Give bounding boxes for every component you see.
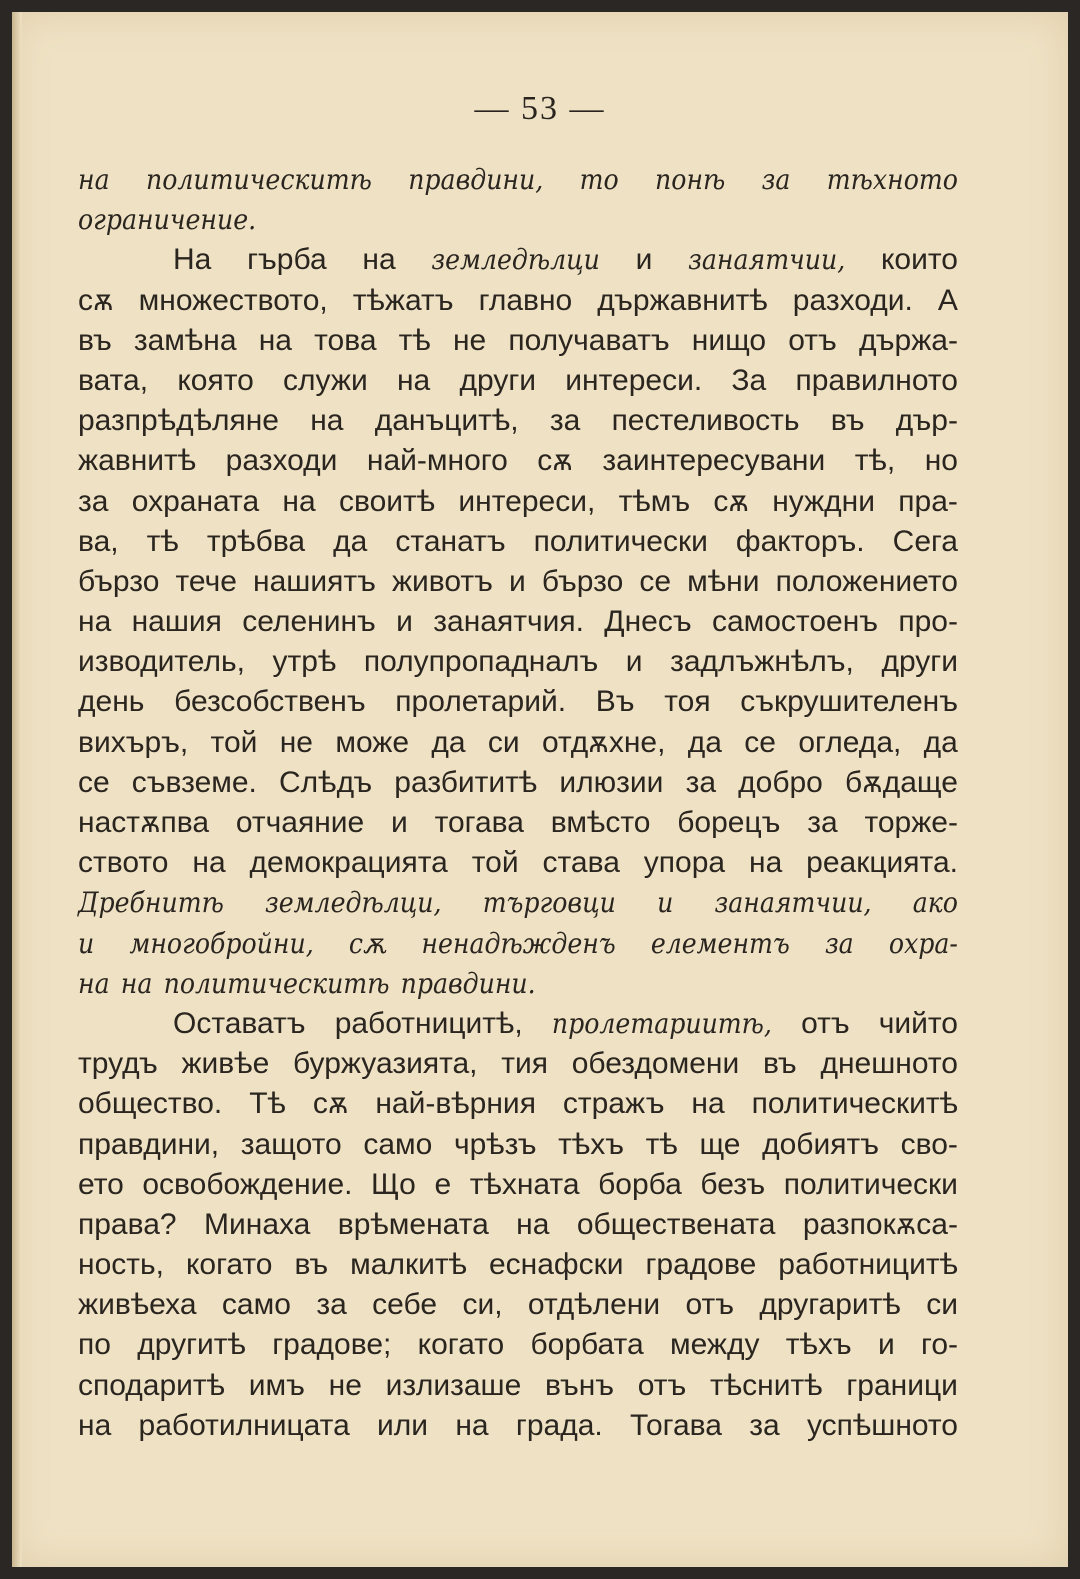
word: настѫпва: [78, 806, 210, 839]
word: не: [328, 1368, 362, 1402]
word: тогава: [434, 806, 524, 839]
word: съкрушителенъ: [740, 685, 958, 719]
word: излизаше: [385, 1368, 522, 1402]
word: демокрацията: [249, 846, 448, 880]
word: тѣхната: [469, 1167, 580, 1201]
text-line: [78, 482, 958, 522]
word: правдини,: [408, 163, 544, 196]
word: Тогава: [630, 1408, 722, 1442]
word: успѣшното: [806, 1408, 958, 1442]
word: имъ: [248, 1368, 305, 1402]
word: съвземе.: [131, 765, 257, 799]
word: на: [691, 1087, 725, 1121]
word: въ: [294, 1248, 329, 1282]
word: обществената: [576, 1207, 776, 1241]
text-line: [78, 1285, 958, 1325]
word: въ: [78, 323, 112, 357]
word: вихъръ,: [78, 725, 189, 759]
text-line: [78, 723, 958, 763]
word: политическитѣ: [751, 1087, 958, 1121]
word: занаятчия.: [433, 605, 584, 639]
word: Тѣ: [249, 1087, 286, 1121]
word: най-вѣрния: [375, 1087, 536, 1121]
word: трудъ: [78, 1047, 158, 1081]
word: реакцията.: [806, 846, 958, 880]
word: дър-: [895, 404, 958, 438]
word: земледѣлци: [431, 243, 600, 277]
word: живѣе: [181, 1047, 270, 1081]
word: тѣ,: [854, 444, 896, 478]
word: факторъ.: [735, 524, 865, 558]
word: селенинъ: [242, 605, 376, 639]
word: между: [669, 1328, 760, 1362]
word: вмѣсто: [550, 806, 651, 839]
word: безсобственъ: [174, 685, 366, 719]
word: въ: [762, 1047, 797, 1081]
text-line: [78, 1004, 958, 1044]
word: на: [258, 323, 292, 357]
word: сѫ: [78, 283, 114, 317]
word: Оставатъ: [173, 1006, 306, 1040]
word: тече: [175, 564, 237, 598]
text-line: [78, 240, 958, 280]
word: ето: [78, 1167, 124, 1201]
word: ва,: [78, 524, 119, 558]
word: за: [807, 806, 838, 839]
word: политическитѣ: [163, 966, 390, 1000]
word: политическитѣ: [145, 163, 372, 196]
word: илюзии: [559, 765, 664, 799]
page-number: — 53 —: [474, 90, 606, 127]
word: занаятчии,: [714, 886, 872, 920]
word: чрѣзъ: [453, 1127, 537, 1161]
text-line: [78, 522, 958, 562]
word: отъ: [685, 1288, 735, 1322]
word: се: [744, 725, 776, 759]
word: изводитель,: [78, 645, 245, 679]
word: на: [455, 1408, 489, 1442]
word: днешното: [820, 1047, 958, 1081]
text-line: [78, 964, 958, 1004]
word: ако: [912, 886, 958, 920]
text-line: [78, 281, 958, 321]
word: е: [434, 1167, 452, 1201]
word: разпрѣдѣляне: [78, 404, 279, 438]
word: и: [877, 1328, 895, 1362]
word: своитѣ: [338, 484, 436, 518]
word: сѫ: [348, 926, 387, 960]
word: да: [923, 725, 958, 759]
word: на: [516, 1207, 550, 1241]
word: буржуазията,: [293, 1047, 478, 1081]
text-line: [78, 1325, 958, 1365]
word: на: [120, 966, 153, 1000]
word: си: [487, 725, 520, 759]
word: най-много: [366, 444, 508, 478]
text-line: [78, 321, 958, 361]
word: На: [173, 243, 212, 277]
word: отдѣлени: [527, 1288, 661, 1322]
word: утрѣ: [272, 645, 337, 679]
text-line: [78, 682, 958, 722]
word: Сега: [892, 524, 958, 558]
word: си,: [462, 1288, 503, 1322]
word: отчаяние: [235, 806, 365, 839]
word: главно: [478, 283, 573, 317]
word: града.: [515, 1408, 603, 1442]
word: борбата: [530, 1328, 644, 1362]
word: градове;: [272, 1328, 392, 1362]
word: работницитѣ,: [334, 1006, 523, 1040]
word: охра-: [888, 926, 958, 960]
word: сѫ: [312, 1087, 349, 1121]
word: за: [549, 404, 581, 438]
word: да: [431, 725, 466, 759]
body-text: [78, 160, 958, 1446]
word: А: [937, 283, 958, 317]
word: станатъ: [395, 524, 506, 558]
word: да: [687, 725, 722, 759]
word: множеството,: [138, 283, 328, 317]
word: ще: [699, 1127, 741, 1161]
word: чийто: [878, 1006, 958, 1040]
word: стражъ: [562, 1087, 665, 1121]
word: разбититѣ: [394, 765, 538, 799]
word: освобождение.: [142, 1167, 353, 1201]
word: про-: [898, 605, 958, 639]
word: на: [749, 846, 783, 880]
word: работницитѣ: [778, 1248, 958, 1282]
word: интереси.: [565, 363, 703, 397]
word: добиятъ: [762, 1127, 879, 1161]
word: тѣ: [146, 524, 179, 558]
word: защото: [240, 1127, 342, 1161]
word: занаятчии,: [688, 243, 846, 277]
word: гърба: [247, 243, 327, 277]
text-line: [78, 1245, 958, 1285]
word: правилното: [795, 363, 958, 397]
text-line: [78, 1044, 958, 1084]
word: да: [333, 524, 368, 558]
word: сѫ: [713, 484, 749, 518]
word: и: [657, 886, 674, 920]
word: добро: [738, 765, 823, 799]
word: това: [314, 323, 377, 357]
word: на: [282, 484, 316, 518]
word: които: [880, 243, 958, 277]
text-line: [78, 1406, 958, 1446]
word: упора: [643, 846, 726, 880]
word: положението: [775, 564, 958, 598]
word: за: [78, 484, 109, 518]
word: държа-: [858, 323, 958, 357]
word: Днесъ: [604, 605, 692, 639]
text-line: [78, 1165, 958, 1205]
word: задлъжнѣлъ,: [670, 645, 854, 679]
word: може: [335, 725, 410, 759]
word: пролетариитѣ,: [551, 1006, 772, 1040]
word: отъ: [801, 1006, 850, 1040]
word: живѣеха: [78, 1288, 197, 1322]
word: борба: [598, 1167, 682, 1201]
word: за: [685, 765, 717, 799]
word: нищо: [691, 323, 767, 357]
word: тѣ: [645, 1127, 678, 1161]
word: отдѫхне,: [542, 725, 666, 759]
text-line: [78, 642, 958, 682]
word: еснафски: [488, 1248, 624, 1282]
word: се: [78, 765, 110, 799]
word: ненадѣжденъ: [421, 926, 616, 960]
word: бѫдаще: [844, 765, 958, 799]
text-line: [78, 1125, 958, 1165]
word: разходи.: [792, 283, 913, 317]
word: пролетарий.: [395, 685, 567, 719]
word: пра-: [898, 484, 958, 518]
word: сво-: [900, 1127, 958, 1161]
word: мѣни: [687, 564, 760, 598]
word: тѣхъ: [558, 1127, 625, 1161]
word: животъ: [391, 564, 493, 598]
word: не: [279, 725, 313, 759]
word: политически: [783, 1167, 958, 1201]
text-line: [78, 763, 958, 803]
word: тѣхното: [826, 163, 958, 196]
word: се: [639, 564, 672, 598]
word: то: [579, 163, 619, 196]
word: вата,: [78, 363, 149, 397]
word: тоя: [664, 685, 711, 719]
book-page: [12, 12, 1068, 1567]
text-line: [78, 401, 958, 441]
word: и: [78, 926, 95, 960]
word: и: [635, 243, 653, 277]
word: отъ: [788, 323, 837, 357]
text-line: [78, 1084, 958, 1124]
word: данъцитѣ,: [374, 404, 519, 438]
word: служи: [283, 363, 368, 397]
text-line: [78, 1205, 958, 1245]
word: общество.: [78, 1087, 223, 1121]
word: и: [391, 806, 408, 839]
word: само: [363, 1127, 433, 1161]
word: Слѣдъ: [279, 765, 373, 799]
text-line: [78, 843, 958, 883]
word: и: [625, 645, 643, 679]
word: обездомени: [571, 1047, 740, 1081]
word: за: [824, 926, 854, 960]
word: ограничение.: [78, 203, 257, 237]
page-binding-edge: [12, 12, 22, 1567]
word: безъ: [700, 1167, 766, 1201]
word: когато: [417, 1328, 505, 1362]
word: само: [221, 1288, 291, 1322]
word: себе: [372, 1288, 438, 1322]
text-line: [78, 160, 958, 200]
word: на: [78, 605, 112, 639]
word: граници: [846, 1368, 958, 1402]
word: която: [177, 363, 254, 397]
text-line: [78, 200, 958, 240]
word: по: [78, 1328, 111, 1362]
word: сѫ: [537, 444, 573, 478]
word: интереси,: [458, 484, 596, 518]
word: день: [78, 685, 145, 719]
word: права?: [78, 1207, 177, 1241]
word: трѣбва: [206, 524, 306, 558]
text-line: [78, 602, 958, 642]
word: когато: [185, 1248, 273, 1282]
word: и: [509, 564, 526, 598]
word: торже-: [864, 806, 958, 839]
word: той: [210, 725, 258, 759]
word: на: [362, 243, 396, 277]
word: охраната: [131, 484, 260, 518]
word: държавнитѣ: [597, 283, 768, 317]
word: за: [749, 1408, 780, 1442]
word: самостоенъ: [711, 605, 879, 639]
word: замѣна: [133, 323, 237, 357]
word: тѣснитѣ: [710, 1368, 823, 1402]
word: заинтересувани: [602, 444, 826, 478]
word: и: [396, 605, 413, 639]
word: отъ: [637, 1368, 687, 1402]
word: на: [78, 1408, 112, 1442]
word: полупропадналъ: [363, 645, 599, 679]
word: сподаритѣ: [78, 1368, 226, 1402]
text-line: [78, 924, 958, 964]
word: правдини,: [78, 1127, 220, 1161]
word: търговци: [482, 886, 616, 920]
word: си: [926, 1288, 958, 1322]
word: работилницата: [138, 1408, 350, 1442]
text-line: [78, 562, 958, 602]
word: разходи: [225, 444, 338, 478]
word: вънъ: [545, 1368, 615, 1402]
word: Минаха: [204, 1207, 311, 1241]
word: нашия: [131, 605, 222, 639]
word: на: [396, 363, 431, 397]
word: получаватъ: [508, 323, 670, 357]
text-line: [78, 883, 958, 923]
word: Дребнитѣ: [78, 886, 224, 920]
word: разпокѫса-: [802, 1207, 958, 1241]
word: тѣ: [398, 323, 431, 357]
word: тѣхъ: [785, 1328, 852, 1362]
word: ность,: [78, 1248, 164, 1282]
word: многобройни,: [129, 926, 314, 960]
word: бързо: [78, 564, 160, 598]
text-line: [78, 803, 958, 843]
word: за: [761, 163, 791, 196]
word: други: [459, 363, 537, 397]
text-line: [78, 441, 958, 481]
word: или: [377, 1408, 429, 1442]
word: тия: [501, 1047, 548, 1081]
word: правдини.: [400, 966, 536, 1000]
word: той: [471, 846, 519, 880]
word: но: [924, 444, 958, 478]
word: тѣмъ: [618, 484, 691, 518]
word: на: [192, 846, 226, 880]
word: го-: [921, 1328, 958, 1362]
word: бързо: [541, 564, 624, 598]
word: политически: [533, 524, 708, 558]
word: други: [881, 645, 958, 679]
word: ството: [78, 846, 169, 880]
word: другитѣ: [137, 1328, 246, 1362]
word: градове: [645, 1248, 757, 1282]
text-line: [78, 361, 958, 401]
word: въ: [830, 404, 865, 438]
word: Що: [371, 1167, 416, 1201]
word: за: [316, 1288, 347, 1322]
word: другаритѣ: [759, 1288, 901, 1322]
word: не: [452, 323, 487, 357]
word: пестеливость: [611, 404, 800, 438]
word: Въ: [595, 685, 635, 719]
word: огледа,: [798, 725, 902, 759]
word: нуждни: [772, 484, 876, 518]
text-line: [78, 1366, 958, 1406]
word: малкитѣ: [350, 1248, 467, 1282]
word: врѣмената: [337, 1207, 489, 1241]
word: елементъ: [650, 926, 790, 960]
word: на: [78, 966, 110, 1000]
word: на: [78, 163, 110, 196]
word: нашиятъ: [253, 564, 376, 598]
word: жавнитѣ: [78, 444, 197, 478]
word: борецъ: [677, 806, 781, 839]
word: земледѣлци,: [265, 886, 442, 920]
word: става: [542, 846, 620, 880]
word: на: [310, 404, 344, 438]
word: За: [731, 363, 767, 397]
word: понѣ: [655, 163, 726, 196]
word: тѣжатъ: [352, 283, 454, 317]
